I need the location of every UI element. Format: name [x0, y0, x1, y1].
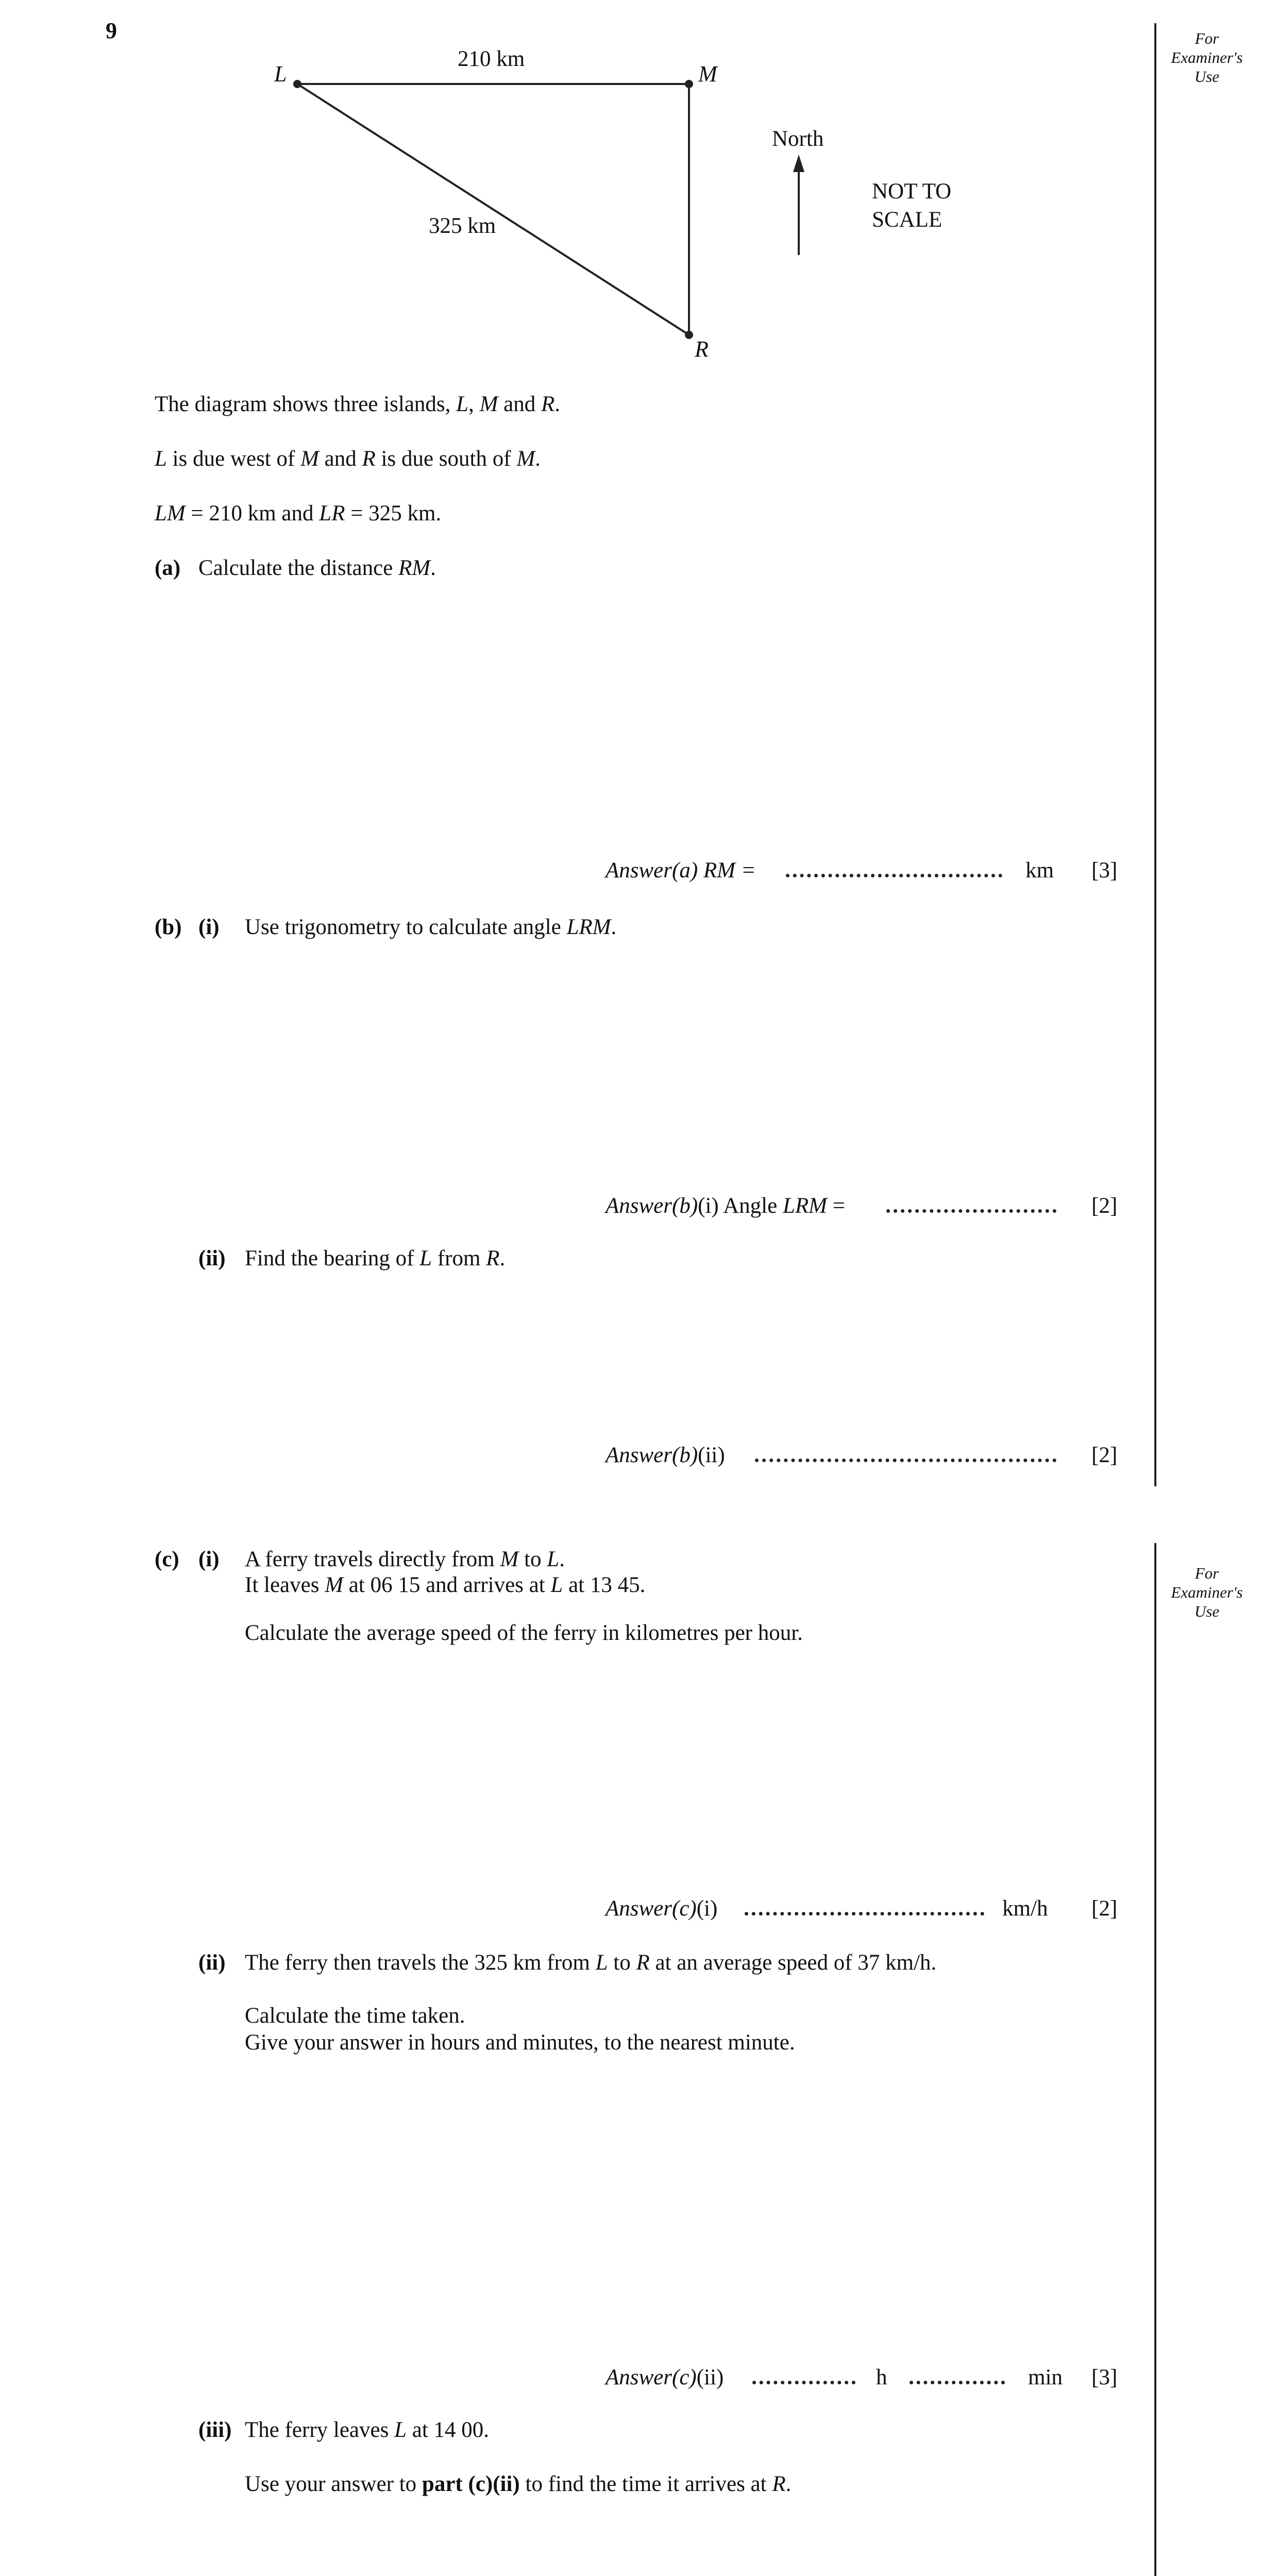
examiner-label-line1: For — [1195, 1564, 1219, 1582]
part-b-label: (b) — [155, 915, 182, 939]
part-c-i-answer-field[interactable] — [745, 1902, 984, 1916]
part-a-marks: [3] — [1091, 858, 1118, 883]
part-b-ii-answer-prefix: Answer(b)(ii) — [606, 1443, 725, 1467]
part-c-i-label: (i) — [198, 1547, 220, 1571]
part-c-ii-label: (ii) — [198, 1951, 226, 1975]
part-b-i-answer-prefix: Answer(b)(i) Angle LRM = — [606, 1194, 845, 1218]
part-c-i-line-3: Calculate the average speed of the ferry in kilometres per hour. — [245, 1621, 803, 1645]
lr-side — [297, 84, 689, 335]
part-a-answer-field[interactable] — [786, 863, 1002, 877]
part-c-ii-answer-prefix: Answer(c)(ii) — [606, 2365, 724, 2389]
part-b-i-answer-field[interactable] — [886, 1199, 1056, 1213]
part-a-question: Calculate the distance RM. — [198, 556, 436, 580]
examiner-use-box-bottom — [1163, 1564, 1251, 1621]
examiner-use-box-top — [1163, 29, 1251, 86]
examiner-label-line2: Examiner's — [1171, 48, 1243, 66]
point-m — [685, 80, 693, 88]
part-b-i-marks: [2] — [1091, 1194, 1118, 1218]
intro-line-1: The diagram shows three islands, L, M and R. — [155, 392, 561, 416]
not-to-scale-line2: SCALE — [872, 208, 943, 232]
part-b-i-label: (i) — [198, 915, 220, 939]
label-r: R — [695, 336, 709, 362]
part-c-i-answer-prefix: Answer(c)(i) — [606, 1896, 718, 1921]
not-to-scale-line1: NOT TO — [872, 179, 952, 204]
part-c-ii-line-2: Calculate the time taken. — [245, 2004, 465, 2028]
part-c-ii-hours-field[interactable] — [752, 2370, 855, 2384]
part-c-ii-minutes-field[interactable] — [910, 2370, 1005, 2384]
examiner-label-line3: Use — [1194, 1602, 1220, 1620]
examiner-label-line2: Examiner's — [1171, 1583, 1243, 1601]
part-b-ii-question: Find the bearing of L from R. — [245, 1246, 506, 1270]
lr-length-label: 325 km — [429, 214, 496, 238]
part-c-iii-line-1: The ferry leaves L at 14 00. — [245, 2418, 490, 2442]
examiner-margin-line-top — [1154, 23, 1156, 1486]
intro-line-2: L is due west of M and R is due south of M. — [155, 447, 541, 471]
islands-diagram — [0, 0, 1031, 371]
part-c-label: (c) — [155, 1547, 179, 1571]
part-c-ii-line-3: Give your answer in hours and minutes, to the nearest minute. — [245, 2030, 795, 2055]
part-b-ii-marks: [2] — [1091, 1443, 1118, 1467]
intro-line-3: LM = 210 km and LR = 325 km. — [155, 501, 442, 526]
part-b-ii-answer-field[interactable] — [755, 1448, 1056, 1462]
part-c-i-line-2: It leaves M at 06 15 and arrives at L at 13 45. — [245, 1573, 646, 1597]
point-r — [685, 331, 693, 339]
part-c-iii-label: (iii) — [198, 2418, 232, 2442]
part-c-ii-unit-hours: h — [876, 2365, 887, 2389]
part-c-ii-line-1: The ferry then travels the 325 km from L to R at an average speed of 37 km/h. — [245, 1951, 937, 1975]
part-c-iii-line-2: Use your answer to part (c)(ii) to find the time it arrives at R. — [245, 2472, 792, 2496]
part-a-label: (a) — [155, 556, 181, 580]
examiner-margin-line-bottom — [1154, 1543, 1156, 2576]
label-m: M — [698, 61, 717, 87]
lm-length-label: 210 km — [458, 47, 525, 71]
part-a-answer-prefix: Answer(a) RM = — [606, 858, 756, 883]
examiner-label-line1: For — [1195, 29, 1219, 47]
part-c-i-line-1: A ferry travels directly from M to L. — [245, 1547, 565, 1571]
part-a-unit: km — [1025, 858, 1054, 883]
part-b-ii-label: (ii) — [198, 1246, 226, 1270]
part-c-i-marks: [2] — [1091, 1896, 1118, 1921]
point-l — [293, 80, 301, 88]
north-arrow-icon — [793, 155, 804, 172]
examiner-label-line3: Use — [1194, 67, 1220, 86]
part-c-ii-marks: [3] — [1091, 2365, 1118, 2389]
label-l: L — [274, 61, 287, 87]
part-c-i-unit: km/h — [1002, 1896, 1048, 1921]
question-number: 9 — [106, 18, 117, 43]
north-label: North — [772, 127, 824, 151]
part-c-ii-unit-minutes: min — [1028, 2365, 1063, 2389]
part-b-i-question: Use trigonometry to calculate angle LRM. — [245, 915, 617, 939]
